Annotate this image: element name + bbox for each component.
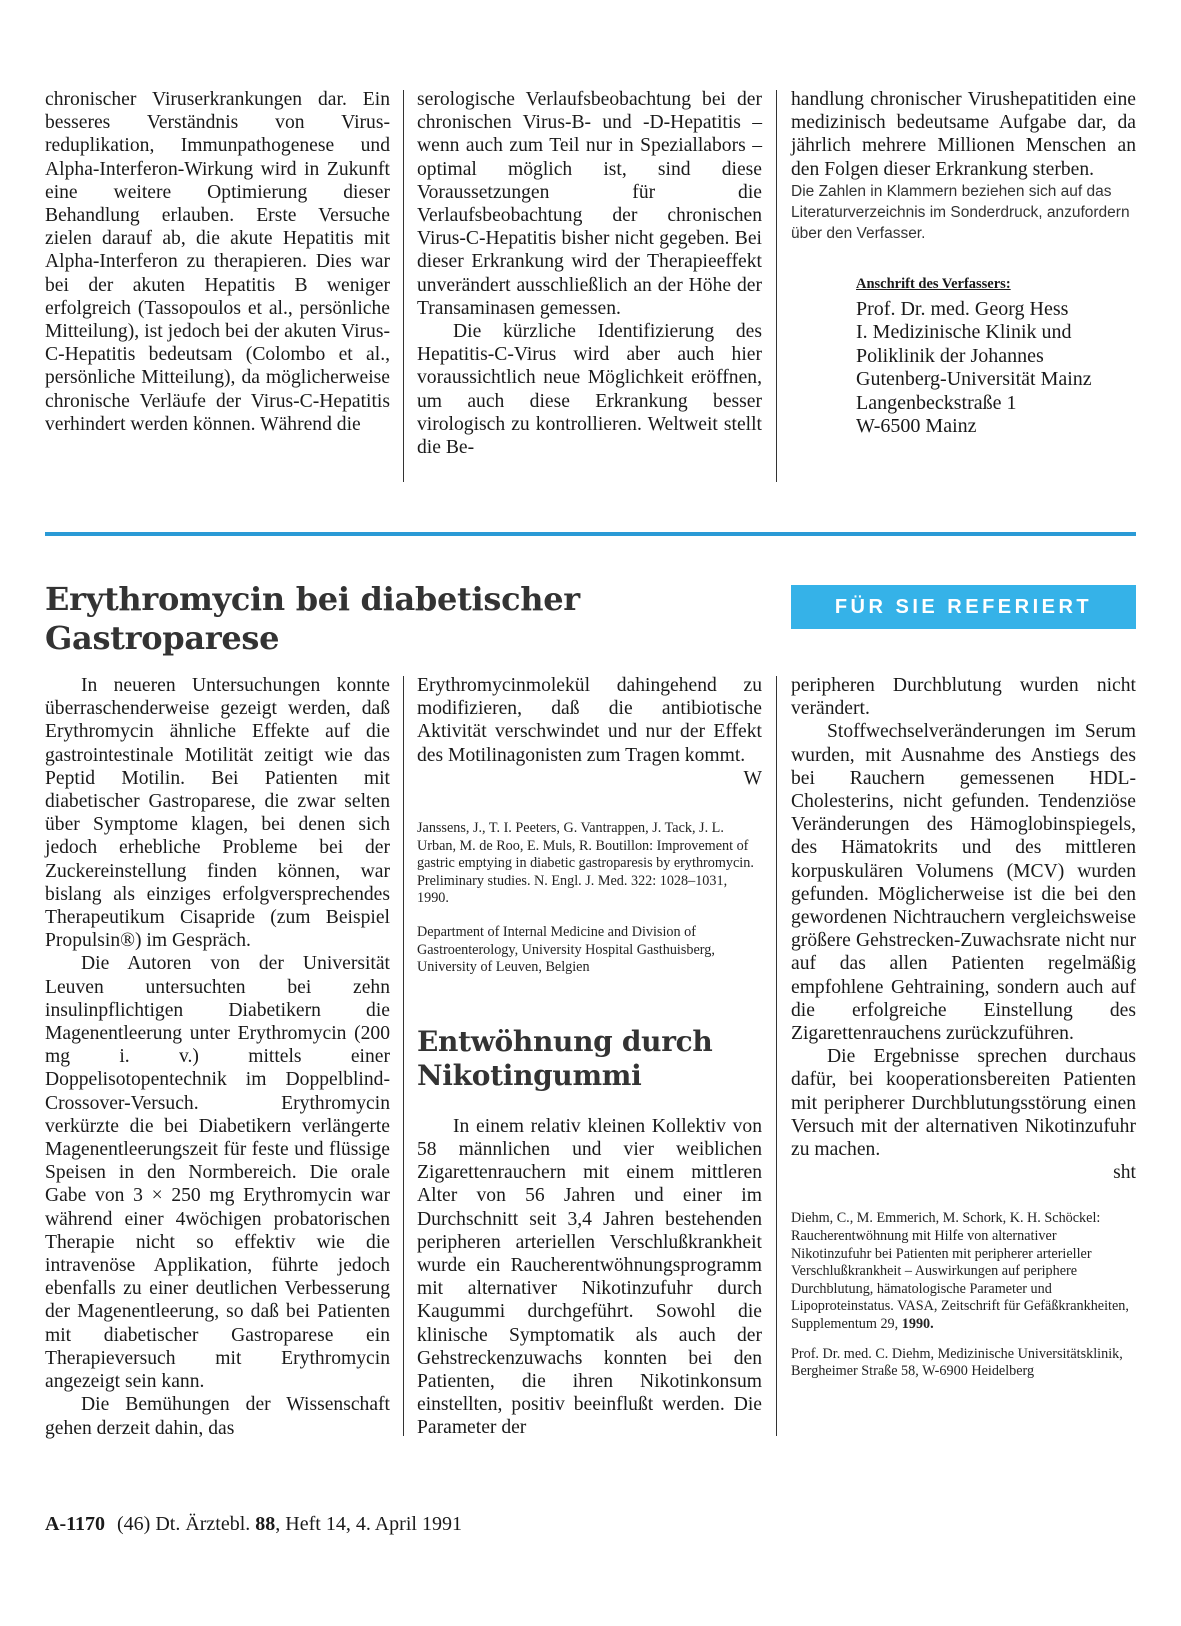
reference-text: Diehm, C., M. Emmerich, M. Schork, K. H. Schöckel: Raucherentwöhnung mit Hilfe von alternativer Nikotinzufuhr bei Patienten mit peripherer arterieller Verschlußkrankheit – Auswirkungen auf periphere Durchblutung, hämatologische Parameter und Lipoproteinstatus. VASA, Zeitschrift für Gefäßkrankheiten, Supplementum 29, xyxy=(791,1210,1129,1333)
journal-issue: , Heft 14, 4. April 1991 xyxy=(275,1513,462,1535)
address-line: Prof. Dr. med. Georg Hess xyxy=(856,297,1069,320)
article1-column-2 xyxy=(417,674,762,1440)
top-column-1 xyxy=(45,88,390,436)
article2-column-3 xyxy=(791,674,1136,1381)
author-signature-row xyxy=(791,1161,1136,1184)
column-divider xyxy=(776,676,777,1436)
reference-citation xyxy=(791,1210,1136,1333)
reference-citation: Janssens, J., T. I. Peeters, G. Vantrappen, J. Tack, J. L. Urban, M. de Roo, E. Muls, R. Boutillon: Improvement of gastric emptying in diabetic gastroparesis by erythromycin. Preliminary studies. N. Engl. J. Med. 322: 1028–1031, 1990. xyxy=(417,820,754,907)
page-footer xyxy=(45,1512,462,1536)
reference-year: 1990. xyxy=(901,1316,934,1333)
top-col2-paragraph: Die kürzliche Identifizierung des Hepatitis-C-Virus wird aber auch hier voraussichtlich neue Möglichkeit eröffnen, um auch diese Erkrankung besser virologisch zu kontrollieren. Weltweit stellt die Be- xyxy=(417,321,762,459)
column-divider xyxy=(776,90,777,482)
address-line: W-6500 Mainz xyxy=(856,415,977,438)
article1-column-1 xyxy=(45,674,390,1440)
journal-citation: (46) Dt. Ärztebl. xyxy=(117,1513,251,1535)
article2-paragraph: peripheren Durchblutung wurden nicht verändert. xyxy=(791,675,1136,720)
article2-paragraph: Die Ergebnisse sprechen durchaus dafür, bei kooperationsbereiten Patienten mit peripherer Durchblutungsstörung einen Versuch mit der alternativen Nikotinzufuhr zu machen. xyxy=(791,1046,1136,1161)
article1-paragraph: Erythromycinmolekül dahingehend zu modifizieren, daß die antibiotische Aktivität verschwindet und nur der Effekt des Motilinagonisten zum Tragen kommt. xyxy=(417,675,762,766)
address-line: Poliklinik der Johannes xyxy=(856,344,1044,367)
column-divider xyxy=(403,676,404,1436)
article-title: Erythromycin bei diabetischer Gastroparese xyxy=(45,580,580,657)
article2-paragraph: In einem relativ kleinen Kollektiv von 58 männlichen und vier weiblichen Zigarettenrauchern mit einem mittleren Alter von 56 Jahren und einer im Durchschnitt seit 3,4 Jahren bestehenden peripheren arteriellen Verschlußkrankheit wurde ein Raucherentwöhnungsprogramm mit alternativer Nikotinzufuhr durch Kaugummi durchgeführt. Sowohl die klinische Symptomatik als auch der Gehstreckenzuwachs konnten bei den Patienten, die ihren Nikotinkonsum einstellten, positiv beeinflußt werden. Die Parameter der xyxy=(417,1115,762,1439)
top-col3-paragraph: handlung chronischer Virushepatitiden eine medizinisch bedeutsame Aufgabe dar, da jährlich mehrere Millionen Menschen an den Folgen dieser Erkrankung sterben. xyxy=(791,89,1136,180)
address-line: I. Medizinische Klinik und xyxy=(856,321,1072,344)
address-line: Langenbeckstraße 1 xyxy=(856,391,1017,414)
article2-paragraph: Stoffwechselveränderungen im Serum wurden, mit Ausnahme des Anstiegs des bei Rauchern gemessenen HDL-Cholesterins, nicht gefunden. Tendenziöse Veränderungen des Hämoglobinspiegels, des Hämatokrits und des mittleren korpuskulären Volumens (MCV) wurden gefunden. Möglicherweise ist die bei den gewordenen Nichtrauchern vergleichsweise größere Gehstrecken-Zuwachsrate nicht nur auf das allen Patienten regelmäßig empfohlene Gehtraining, sondern auch auf die erfolgreiche Einstellung des Zigarettenrauchens zurückzuführen. xyxy=(791,721,1136,1045)
literature-note: Die Zahlen in Klammern beziehen sich auf das Literaturverzeichnis im Sonderdruck, anzufordern über den Verfasser. xyxy=(791,182,1130,242)
article1-paragraph: Die Autoren von der Universität Leuven untersuchten bei zehn insulinpflichtigen Diabetikern die Magenentleerung unter Erythromycin (200 mg i. v.) mittels einer Doppelisotopentechnik im Doppelblind-Crossover-Versuch. Erythromycin verkürzte die bei Diabetikern verlängerte Magenentleerungszeit für feste und flüssige Speisen in den Normbereich. Die orale Gabe von 3 × 250 mg Erythromycin war während einer 4wöchigen probatorischen Therapie nicht so effektiv wie die intravenöse Applikation, führte jedoch ebenfalls zu einer deutlichen Verbesserung der Magenentleerung, so daß bei Patienten mit diabetischer Gastroparese ein Therapieversuch mit Erythromycin angezeigt sein kann. xyxy=(45,953,390,1393)
article-title: Entwöhnung durch Nikotingummi xyxy=(417,1024,713,1092)
article1-paragraph: In neueren Untersuchungen konnte überraschenderweise gezeigt werden, daß Erythromycin ähnliche Effekte auf die gastrointestinale Motilität zeitigt wie das Peptid Motilin. Bei Patienten mit diabetischer Gastroparese, die zwar selten über Symptome klagen, bei denen sich jedoch erhebliche Probleme bei der Zuckereinstellung finden können, war bislang als einziges erfolgversprechendes Therapeutikum Cisapride (zum Beispiel Propulsin®) im Gespräch. xyxy=(45,675,390,952)
author-initial: sht xyxy=(1113,1162,1136,1184)
journal-volume: 88 xyxy=(255,1513,276,1535)
top-column-2 xyxy=(417,88,762,459)
address-line: Gutenberg-Universität Mainz xyxy=(856,368,1092,391)
article1-paragraph: Die Bemühungen der Wissenschaft gehen derzeit dahin, das xyxy=(45,1394,390,1439)
section-badge: FÜR SIE REFERIERT xyxy=(791,585,1136,629)
author-signature-row xyxy=(417,767,762,790)
author-initial: W xyxy=(743,767,762,789)
top-col2-paragraph: serologische Verlaufsbeobachtung bei der chronischen Virus-B- und -D-Hepatitis – wenn auch zum Teil nur in Speziallabors – optimal möglich ist, sind diese Voraussetzungen für die Verlaufsbeobachtung der chronischen Virus-C-Hepatitis bisher nicht gegeben. Bei dieser Erkrankung wird der Therapieeffekt unverändert ausschließlich an der Höhe der Transaminasen gemessen. xyxy=(417,89,762,319)
reference-affiliation: Department of Internal Medicine and Division of Gastroenterology, University Hospital Gasthuisberg, University of Leuven, Belgien xyxy=(417,923,715,976)
author-address xyxy=(856,274,1136,439)
top-col1-paragraph: chronischer Viruserkrankungen dar. Ein besseres Verständnis von Virus-reduplikation, Immunpathogenese und Alpha-Interferon-Wirkung wird in Zukunft eine weitere Optimierung dieser Behandlung erlauben. Erste Versuche zielen darauf ab, die akute Hepatitis mit Alpha-Interferon zu therapieren. Dies war bei der akuten Hepatitis B weniger erfolgreich (Tassopoulos et al., persönliche Mitteilung), ist jedoch bei der akuten Virus-C-Hepatitis bedeutsam (Colombo et al., persönliche Mitteilung), da möglicherweise chronische Verläufe der Virus-C-Hepatitis verhindert werden können. Während die xyxy=(45,89,390,435)
top-column-3 xyxy=(791,88,1136,439)
address-label: Anschrift des Verfassers: xyxy=(856,275,1011,292)
page-number: A-1170 xyxy=(45,1513,105,1535)
column-divider xyxy=(403,90,404,482)
reference-affiliation: Prof. Dr. med. C. Diehm, Medizinische Universitätsklinik, Bergheimer Straße 58, W-6900 Heidelberg xyxy=(791,1345,1123,1380)
section-separator xyxy=(45,532,1136,536)
